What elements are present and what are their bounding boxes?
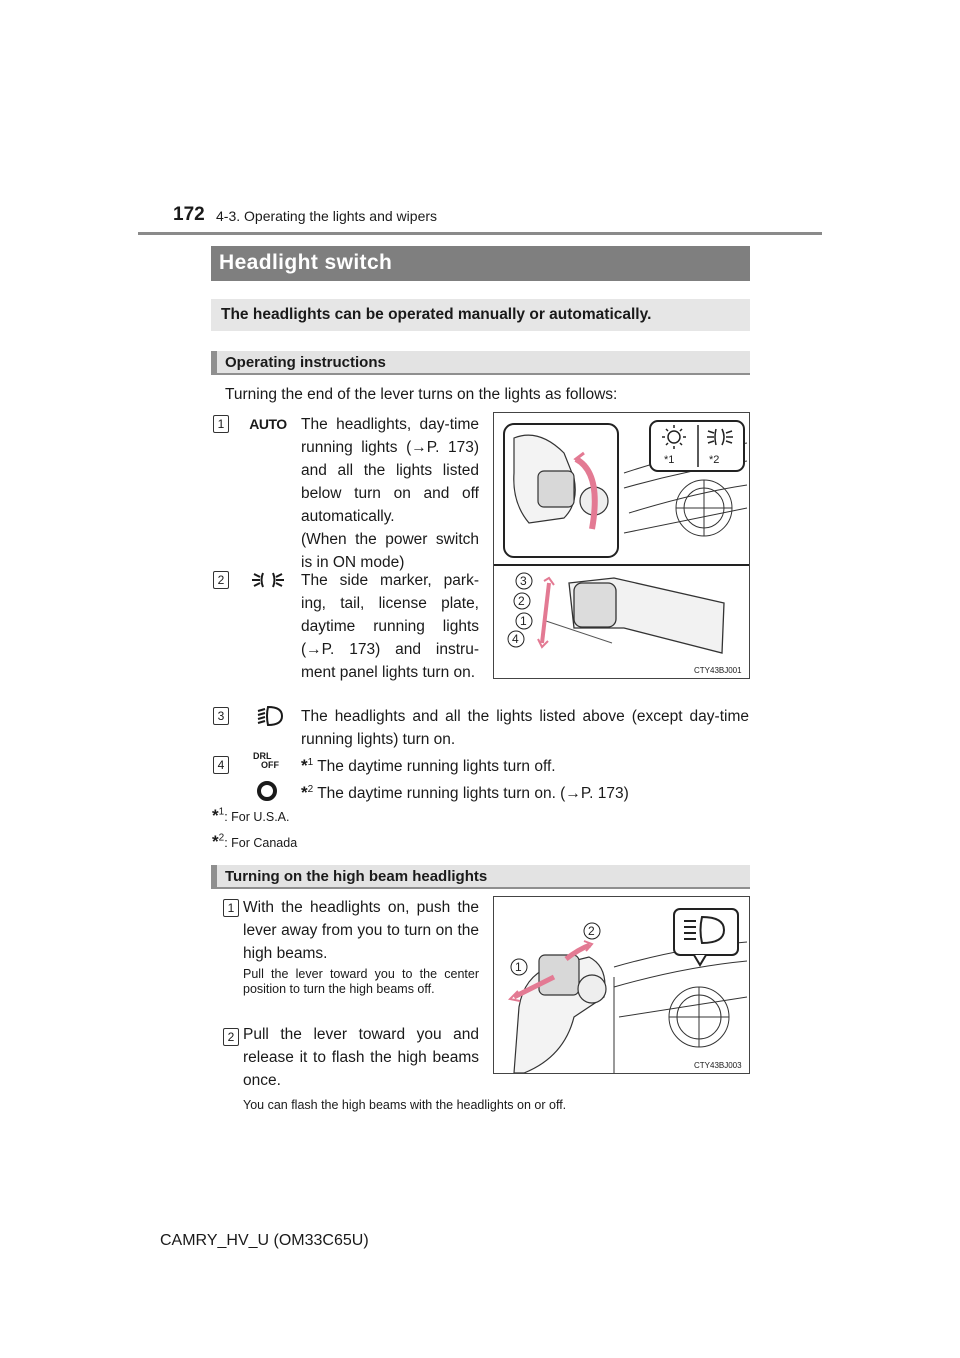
high-beam-item-number-2: 2 — [223, 1028, 239, 1046]
figure-label-star1: *1 — [664, 454, 675, 466]
drl-off-icon — [251, 751, 287, 803]
page-number: 172 — [173, 204, 205, 225]
high-beam-heading: Turning on the high beam headlights — [225, 868, 488, 885]
item-4-line-1-text: The daytime running lights turn off. — [313, 758, 556, 776]
off-icon-text: OFF — [261, 760, 279, 770]
figure-2-code: CTY43BJ003 — [694, 1061, 742, 1070]
footnote-ref: 1 — [218, 806, 225, 818]
drl-icon-text: DRL — [253, 751, 272, 761]
item-number-1: 1 — [213, 415, 229, 433]
footnote-2-text: : For Canada — [224, 836, 298, 850]
item-number-2: 2 — [213, 571, 229, 589]
high-beam-item-2-text: Pull the lever toward you and release it to flash the high beams once. — [243, 1026, 479, 1089]
figure-callout-3: 3 — [520, 574, 527, 588]
operating-instructions-heading-bar — [211, 351, 750, 375]
section-label: 4-3. Operating the lights and wipers — [216, 208, 438, 224]
low-beam-icon — [254, 705, 284, 727]
figure-code: CTY43BJ001 — [694, 666, 742, 675]
item-1-text: The headlights, day-time running lights (→P. 173) and all the lights listed below turn on and off automatically. — [301, 416, 479, 525]
asterisk: * — [301, 756, 308, 776]
headlight-switch-illustration — [494, 413, 749, 678]
drl-lamp-icon — [255, 779, 279, 803]
footnote-1-text: : For U.S.A. — [224, 810, 290, 824]
item-4-line-1 — [301, 751, 556, 778]
auto-icon — [246, 414, 290, 434]
high-beam-figure — [493, 896, 750, 1074]
item-4-line-2-text: The daytime running lights turn on. (→P. 173) — [313, 785, 629, 803]
asterisk: * — [212, 832, 219, 851]
intro-text: The headlights can be operated manually or automatically. — [221, 306, 652, 323]
page-title-bar — [211, 246, 750, 281]
item-3-text: The headlights and all the lights listed above (except day-time running lights) turn on. — [301, 708, 749, 748]
intro-bar — [211, 299, 750, 331]
item-2-text: The side marker, park-ing, tail, license plate, daytime running lights (→P. 173) and instru-ment panel lights turn on. — [301, 572, 479, 681]
high-beam-item-1-text: With the headlights on, push the lever away from you to turn on the high beams. — [243, 899, 479, 962]
footnote-2 — [212, 832, 297, 852]
operating-lead: Turning the end of the lever turns on the lights as follows: — [225, 386, 618, 403]
figure-callout-1: 1 — [520, 614, 527, 628]
figure-callout-4: 4 — [512, 632, 519, 646]
header-rule — [138, 232, 822, 235]
item-1-note: (When the power switch is in ON mode) — [301, 531, 479, 571]
figure-label-star2: *2 — [709, 454, 720, 466]
operating-instructions-heading: Operating instructions — [225, 354, 386, 371]
high-beam-illustration — [494, 897, 749, 1073]
item-number-4: 4 — [213, 756, 229, 774]
high-beam-item-1-note: Pull the lever toward you to the center position to turn the high beams off. — [243, 967, 479, 996]
item-4-line-2 — [301, 778, 629, 805]
page-title: Headlight switch — [219, 251, 393, 274]
figure-2-callout-1: 1 — [515, 960, 522, 974]
auto-icon-text: AUTO — [249, 416, 287, 432]
asterisk: * — [212, 806, 219, 825]
high-beam-item-2-note: You can flash the high beams with the headlights on or off. — [243, 1098, 567, 1112]
footnote-ref: 2 — [218, 832, 225, 844]
figure-callout-2: 2 — [518, 594, 525, 608]
footer-doc-id: CAMRY_HV_U (OM33C65U) — [160, 1232, 369, 1249]
parking-lights-icon — [248, 570, 288, 590]
footnote-ref: 1 — [307, 757, 314, 768]
figure-2-callout-2: 2 — [588, 924, 595, 938]
footnote-ref: 2 — [307, 784, 314, 795]
high-beam-item-number-1: 1 — [223, 899, 239, 917]
footnote-1 — [212, 806, 289, 826]
item-number-3: 3 — [213, 707, 229, 725]
high-beam-heading-bar — [211, 865, 750, 889]
headlight-switch-figure — [493, 412, 750, 679]
asterisk: * — [301, 783, 308, 803]
